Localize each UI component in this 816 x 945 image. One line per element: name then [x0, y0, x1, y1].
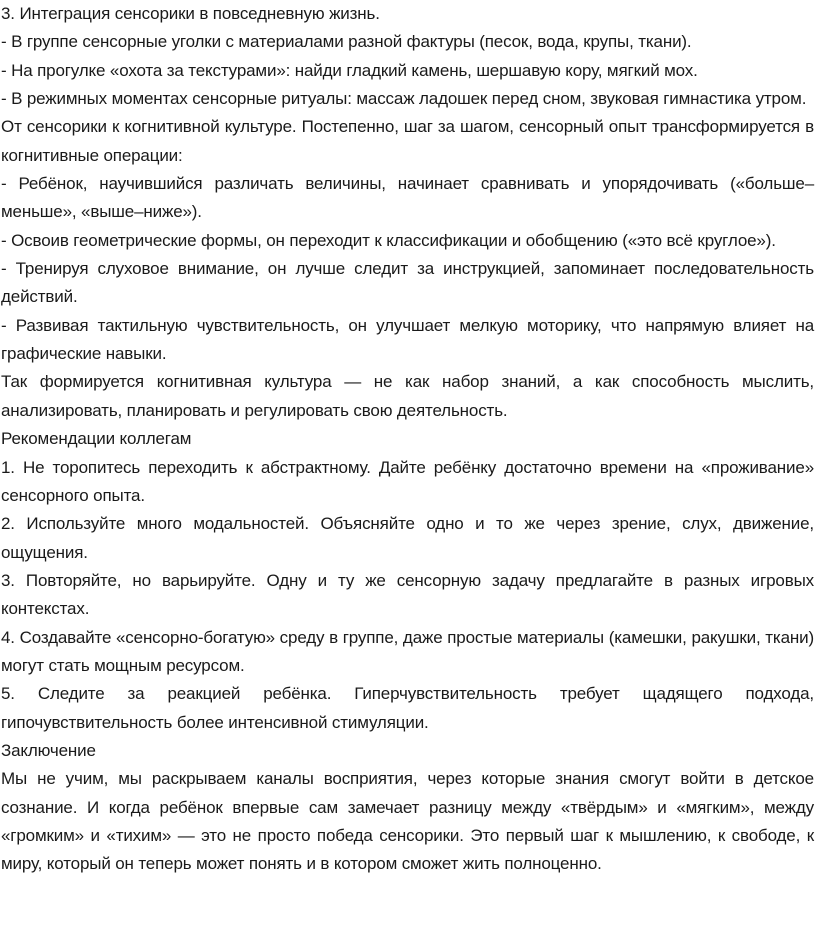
recommendation-item-3: 3. Повторяйте, но варьируйте. Одну и ту же сенсорную задачу предлагайте в разных игровых контекстах. [1, 570, 814, 619]
cognitive-intro: От сенсорики к когнитивной культуре. Постепенно, шаг за шагом, сенсорный опыт трансформируется в когнитивные операции: [1, 117, 814, 165]
section3-item-texture-hunt: - На прогулке «охота за текстурами»: найди гладкий камень, шершавую кору, мягкий мох. [1, 60, 698, 80]
cognitive-item-tactile: - Развивая тактильную чувствительность, он улучшает мелкую моторику, что напрямую влияет на графические навыки. [1, 315, 814, 364]
conclusion-heading: Заключение [1, 740, 96, 760]
recommendation-item-4: 4. Создавайте «сенсорно-богатую» среду в группе, даже простые материалы (камешки, ракушки, ткани) могут стать мощным ресурсом. [1, 627, 814, 675]
recommendation-item-1: 1. Не торопитесь переходить к абстрактному. Дайте ребёнку достаточно времени на «проживание» сенсорного опыта. [1, 457, 814, 505]
cognitive-summary: Так формируется когнитивная культура — не как набор знаний, а как способность мыслить, анализировать, планировать и регулировать свою деятельность. [1, 372, 814, 420]
section3-title: 3. Интеграция сенсорики в повседневную жизнь. [1, 4, 380, 23]
recommendation-item-2: 2. Используйте много модальностей. Объясняйте одно и то же через зрение, слух, движение, ощущения. [1, 514, 814, 562]
cognitive-item-hearing: - Тренируя слуховое внимание, он лучше следит за инструкцией, запоминает последовательность действий. [1, 259, 814, 307]
recommendation-item-5: 5. Следите за реакцией ребёнка. Гиперчувствительность требует щадящего подхода, гипочувствительность более интенсивной стимуляции. [1, 684, 814, 732]
recommendations-heading: Рекомендации коллегам [1, 429, 192, 449]
section3-item-sensory-corners: - В группе сенсорные уголки с материалами разной фактуры (песок, вода, крупы, ткани). [1, 32, 692, 52]
cognitive-item-shapes: - Освоив геометрические формы, он переходит к классификации и обобщению («это всё круглое»). [1, 230, 776, 250]
section3-item-routine-rituals: - В режимных моментах сенсорные ритуалы: массаж ладошек перед сном, звуковая гимнастика утром. [1, 89, 807, 109]
conclusion-text: Мы не учим, мы раскрываем каналы восприятия, через которые знания смогут войти в детское сознание. И когда ребёнок впервые сам замечает разницу между «твёрдым» и «мягким», между «громким» и «тихим» — это не просто победа сенсорики. Это первый шаг к мышлению, к свободе, к миру, который он теперь может понять и в котором сможет жить полноценно. [1, 769, 814, 874]
cognitive-item-size: - Ребёнок, научившийся различать величины, начинает сравнивать и упорядочивать («больше–меньше», «выше–ниже»). [1, 174, 814, 222]
